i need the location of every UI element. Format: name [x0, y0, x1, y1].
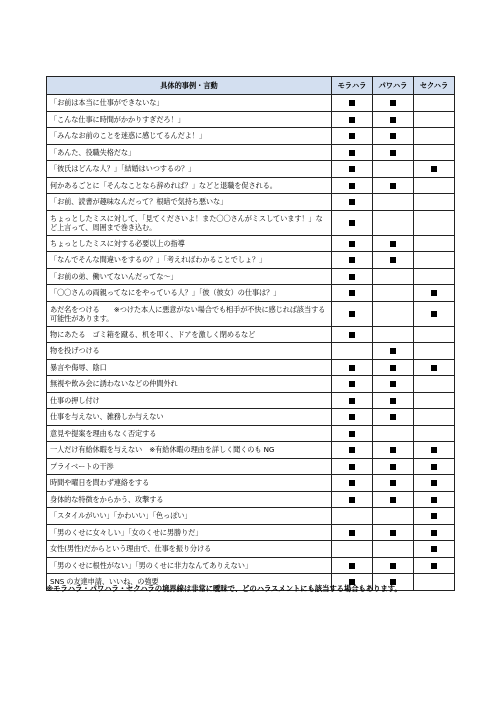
morahara-cell	[332, 541, 373, 558]
pawahara-cell	[373, 392, 414, 409]
filled-square-icon	[431, 480, 437, 486]
example-text: 「お前の弟、働いてないんだってな〜」	[47, 268, 332, 285]
filled-square-icon	[390, 530, 396, 536]
example-text: 物にあたる ゴミ箱を蹴る、机を叩く、ドアを激しく閉めるなど	[47, 326, 332, 343]
table-row	[47, 268, 455, 285]
table-row	[47, 177, 455, 194]
pawahara-cell	[373, 557, 414, 574]
filled-square-icon	[349, 133, 355, 139]
filled-square-icon	[349, 241, 355, 247]
example-text: 一人だけ有給休暇を与えない ※有給休暇の理由を詳しく聞くのも NG	[47, 442, 332, 459]
sekuhara-cell	[414, 425, 455, 442]
example-text: 「みんなお前のことを迷惑に感じてるんだよ！」	[47, 128, 332, 145]
filled-square-icon	[349, 414, 355, 420]
pawahara-cell	[373, 508, 414, 525]
filled-square-icon	[349, 220, 355, 226]
morahara-cell	[332, 359, 373, 376]
morahara-cell	[332, 301, 373, 326]
pawahara-cell	[373, 95, 414, 112]
pawahara-cell	[373, 210, 414, 235]
table-row	[47, 458, 455, 475]
example-text: 「〇〇さんの両親ってなにをやっている人？」「彼（彼女）の仕事は？」	[47, 285, 332, 302]
example-text: 意見や提案を理由もなく否定する	[47, 425, 332, 442]
pawahara-cell	[373, 252, 414, 269]
sekuhara-cell	[414, 343, 455, 360]
sekuhara-cell	[414, 541, 455, 558]
morahara-cell	[332, 376, 373, 393]
filled-square-icon	[431, 497, 437, 503]
filled-square-icon	[349, 100, 355, 106]
filled-square-icon	[390, 183, 396, 189]
filled-square-icon	[349, 183, 355, 189]
pawahara-cell	[373, 541, 414, 558]
table-row	[47, 425, 455, 442]
sekuhara-cell	[414, 301, 455, 326]
sekuhara-cell	[414, 326, 455, 343]
morahara-cell	[332, 111, 373, 128]
table-row	[47, 442, 455, 459]
pawahara-cell	[373, 491, 414, 508]
filled-square-icon	[349, 166, 355, 172]
example-text: ちょっとしたミスに対する必要以上の指導	[47, 235, 332, 252]
table-row	[47, 359, 455, 376]
header-sekuhara: セクハラ	[414, 77, 455, 95]
sekuhara-cell	[414, 442, 455, 459]
filled-square-icon	[349, 117, 355, 123]
filled-square-icon	[349, 480, 355, 486]
filled-square-icon	[431, 166, 437, 172]
filled-square-icon	[349, 563, 355, 569]
filled-square-icon	[349, 365, 355, 371]
morahara-cell	[332, 524, 373, 541]
example-text: 「彼氏はどんな人？」「結婚はいつするの？」	[47, 161, 332, 178]
filled-square-icon	[390, 447, 396, 453]
example-text: 「スタイルがいい」「かわいい」「色っぽい」	[47, 508, 332, 525]
example-text: 「こんな仕事に時間がかかりすぎだろ！」	[47, 111, 332, 128]
sekuhara-cell	[414, 458, 455, 475]
pawahara-cell	[373, 376, 414, 393]
example-text: 時間や曜日を問わず連絡をする	[47, 475, 332, 492]
table-row	[47, 475, 455, 492]
table-row	[47, 409, 455, 426]
table-row	[47, 326, 455, 343]
sekuhara-cell	[414, 285, 455, 302]
filled-square-icon	[349, 530, 355, 536]
filled-square-icon	[390, 133, 396, 139]
morahara-cell	[332, 343, 373, 360]
sekuhara-cell	[414, 177, 455, 194]
example-text: ちょっとしたミスに対して、「見てくださいよ！また〇〇さんがミスしています！」など上言って、周囲まで巻き込む。	[47, 210, 332, 235]
morahara-cell	[332, 392, 373, 409]
table-row	[47, 524, 455, 541]
pawahara-cell	[373, 524, 414, 541]
morahara-cell	[332, 210, 373, 235]
filled-square-icon	[390, 398, 396, 404]
table-row	[47, 111, 455, 128]
example-text: 「なんでそんな間違いをするの？」「考えればわかることでしょ？」	[47, 252, 332, 269]
sekuhara-cell	[414, 524, 455, 541]
sekuhara-cell	[414, 491, 455, 508]
harassment-table	[46, 76, 455, 591]
example-text: 「男のくせに女々しい」「女のくせに男勝りだ」	[47, 524, 332, 541]
filled-square-icon	[390, 381, 396, 387]
morahara-cell	[332, 95, 373, 112]
filled-square-icon	[390, 348, 396, 354]
example-text: あだ名をつける ※つけた本人に悪意がない場合でも相手が不快に感じれば該当する可能性があります。	[47, 301, 332, 326]
sekuhara-cell	[414, 359, 455, 376]
sekuhara-cell	[414, 111, 455, 128]
pawahara-cell	[373, 177, 414, 194]
example-text: 身体的な特徴をからかう、攻撃する	[47, 491, 332, 508]
sekuhara-cell	[414, 95, 455, 112]
table-row	[47, 235, 455, 252]
pawahara-cell	[373, 475, 414, 492]
filled-square-icon	[431, 464, 437, 470]
example-text: 暴言や侮辱、陰口	[47, 359, 332, 376]
morahara-cell	[332, 491, 373, 508]
example-text: 「お前、読書が趣味なんだって？根暗で気持ち悪いな」	[47, 194, 332, 211]
morahara-cell	[332, 268, 373, 285]
example-text: プライベートの干渉	[47, 458, 332, 475]
filled-square-icon	[349, 150, 355, 156]
sekuhara-cell	[414, 128, 455, 145]
filled-square-icon	[390, 365, 396, 371]
morahara-cell	[332, 475, 373, 492]
example-text: 仕事の押し付け	[47, 392, 332, 409]
filled-square-icon	[349, 332, 355, 338]
pawahara-cell	[373, 128, 414, 145]
morahara-cell	[332, 235, 373, 252]
table-header-row	[47, 77, 455, 95]
table-row	[47, 194, 455, 211]
example-text: 無視や飲み会に誘わないなどの仲間外れ	[47, 376, 332, 393]
sekuhara-cell	[414, 210, 455, 235]
sekuhara-cell	[414, 252, 455, 269]
pawahara-cell	[373, 161, 414, 178]
morahara-cell	[332, 458, 373, 475]
filled-square-icon	[431, 513, 437, 519]
filled-square-icon	[431, 530, 437, 536]
example-text: 何かあるごとに「そんなことなら辞めれば？」などと退職を促される。	[47, 177, 332, 194]
example-text: 「男のくせに根性がない」「男のくせに非力なんてありえない」	[47, 557, 332, 574]
filled-square-icon	[349, 398, 355, 404]
morahara-cell	[332, 194, 373, 211]
filled-square-icon	[431, 290, 437, 296]
filled-square-icon	[349, 464, 355, 470]
filled-square-icon	[431, 546, 437, 552]
table-row	[47, 144, 455, 161]
table-row	[47, 95, 455, 112]
pawahara-cell	[373, 359, 414, 376]
filled-square-icon	[431, 447, 437, 453]
pawahara-cell	[373, 144, 414, 161]
example-text: 仕事を与えない、雑務しか与えない	[47, 409, 332, 426]
example-text: 「お前は本当に仕事ができないな」	[47, 95, 332, 112]
sekuhara-cell	[414, 392, 455, 409]
filled-square-icon	[431, 365, 437, 371]
table-row	[47, 128, 455, 145]
filled-square-icon	[390, 414, 396, 420]
pawahara-cell	[373, 111, 414, 128]
pawahara-cell	[373, 409, 414, 426]
filled-square-icon	[390, 497, 396, 503]
morahara-cell	[332, 128, 373, 145]
filled-square-icon	[431, 311, 437, 317]
table-row	[47, 301, 455, 326]
morahara-cell	[332, 161, 373, 178]
table-row	[47, 508, 455, 525]
sekuhara-cell	[414, 144, 455, 161]
filled-square-icon	[349, 431, 355, 437]
pawahara-cell	[373, 268, 414, 285]
header-pawahara: パワハラ	[373, 77, 414, 95]
pawahara-cell	[373, 301, 414, 326]
sekuhara-cell	[414, 161, 455, 178]
table-row	[47, 343, 455, 360]
header-example: 具体的事例・言動	[47, 77, 332, 95]
filled-square-icon	[349, 447, 355, 453]
table-row	[47, 557, 455, 574]
morahara-cell	[332, 442, 373, 459]
table-row	[47, 285, 455, 302]
pawahara-cell	[373, 442, 414, 459]
sekuhara-cell	[414, 194, 455, 211]
pawahara-cell	[373, 343, 414, 360]
filled-square-icon	[390, 464, 396, 470]
morahara-cell	[332, 557, 373, 574]
filled-square-icon	[390, 241, 396, 247]
sekuhara-cell	[414, 376, 455, 393]
sekuhara-cell	[414, 475, 455, 492]
filled-square-icon	[349, 311, 355, 317]
example-text: 物を投げつける	[47, 343, 332, 360]
pawahara-cell	[373, 425, 414, 442]
filled-square-icon	[431, 563, 437, 569]
example-text: 「あんた、役職失格だな」	[47, 144, 332, 161]
filled-square-icon	[349, 497, 355, 503]
filled-square-icon	[349, 199, 355, 205]
filled-square-icon	[390, 100, 396, 106]
table-row	[47, 491, 455, 508]
filled-square-icon	[349, 381, 355, 387]
pawahara-cell	[373, 194, 414, 211]
table-row	[47, 210, 455, 235]
example-text: SNS の友達申請、いいね、の強要	[47, 574, 332, 591]
table-row	[47, 392, 455, 409]
filled-square-icon	[390, 117, 396, 123]
table-row	[47, 376, 455, 393]
morahara-cell	[332, 508, 373, 525]
sekuhara-cell	[414, 235, 455, 252]
pawahara-cell	[373, 235, 414, 252]
table-row	[47, 161, 455, 178]
filled-square-icon	[390, 480, 396, 486]
morahara-cell	[332, 144, 373, 161]
morahara-cell	[332, 252, 373, 269]
sekuhara-cell	[414, 268, 455, 285]
example-text: 女性(男性)だからという理由で、仕事を振り分ける	[47, 541, 332, 558]
pawahara-cell	[373, 285, 414, 302]
filled-square-icon	[390, 150, 396, 156]
morahara-cell	[332, 326, 373, 343]
filled-square-icon	[349, 290, 355, 296]
sekuhara-cell	[414, 557, 455, 574]
footnote: ※モラハラ・パワハラ・セクハラの境界線は非常に曖昧で、どのハラスメントにも該当する場合もあります。	[46, 584, 402, 593]
morahara-cell	[332, 409, 373, 426]
pawahara-cell	[373, 458, 414, 475]
filled-square-icon	[390, 257, 396, 263]
morahara-cell	[332, 177, 373, 194]
filled-square-icon	[349, 274, 355, 280]
filled-square-icon	[390, 563, 396, 569]
filled-square-icon	[349, 257, 355, 263]
pawahara-cell	[373, 326, 414, 343]
table-row	[47, 252, 455, 269]
morahara-cell	[332, 425, 373, 442]
sekuhara-cell	[414, 409, 455, 426]
sekuhara-cell	[414, 508, 455, 525]
morahara-cell	[332, 285, 373, 302]
header-morahara: モラハラ	[332, 77, 373, 95]
table-row	[47, 541, 455, 558]
